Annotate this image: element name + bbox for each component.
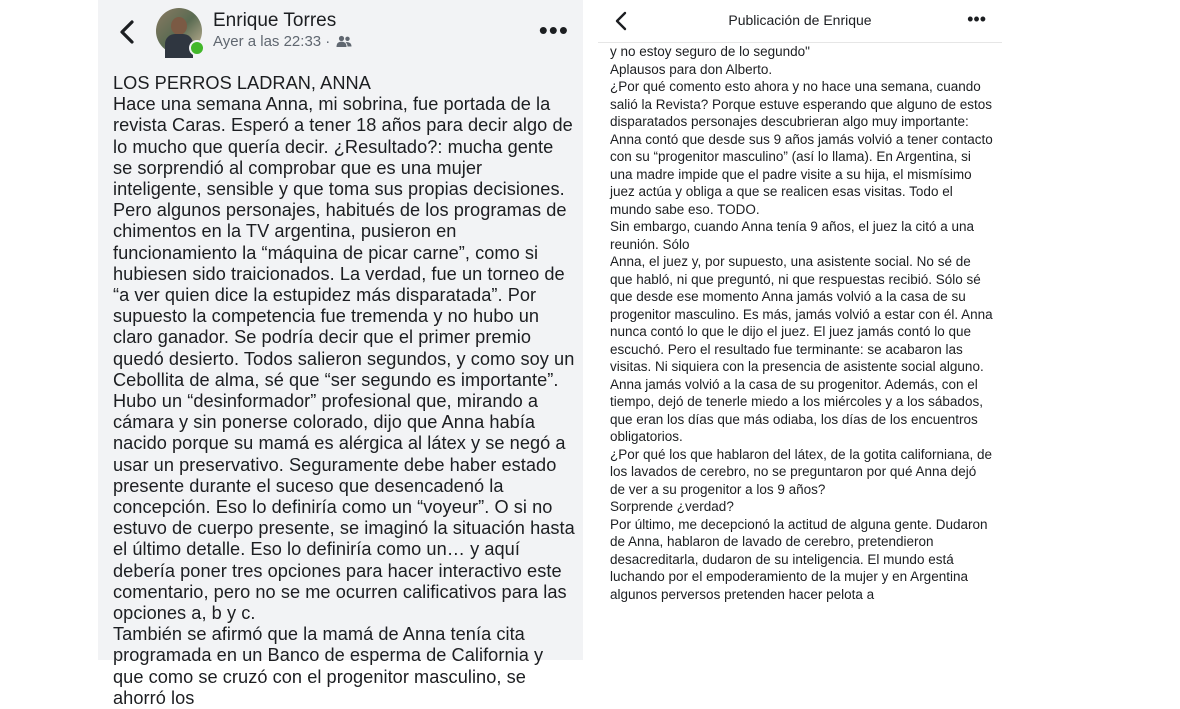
more-options-button[interactable]: ••• (538, 15, 569, 45)
post-timestamp: Ayer a las 22:33 · (213, 33, 331, 50)
post-paragraph: Por último, me decepcionó la actitud de alguna gente. Dudaron de Anna, hablaron de lavado de cerebro, pretendieron desacreditarla, dudaron de su inteligencia. El mundo está luchando por el empoderamiento de la mujer y en Argentina algunos perversos pretenden hacer pelota a (610, 516, 988, 602)
post-paragraph: Anna, el juez y, por supuesto, una asistente social. No sé de que habló, ni que preguntó, ni que respuestas recibió. Sólo sé que desde ese momento Anna jamás volvió a la casa de su progenitor masculino. Es más, jamás volvió a estar con él. Anna nunca contó lo que le dijo el juez. El juez jamás contó lo que escuchó. Pero el resultado fue terminante: se acabaron las visitas. Ni siquiera con la presencia de asistente social alguno. (610, 254, 993, 374)
post-panel-right (598, 0, 1002, 626)
friends-icon (336, 35, 352, 48)
post-panel-left (98, 0, 583, 708)
page-title: Publicación de Enrique (728, 12, 872, 28)
post-paragraph: Sorprende ¿verdad? (610, 499, 734, 514)
post-paragraph: Sin embargo, cuando Anna tenía 9 años, el juez la citó a una reunión. Sólo (610, 219, 975, 252)
post-paragraph: y no estoy seguro de lo segundo" (610, 44, 810, 59)
post-body (113, 73, 575, 709)
post-paragraph: También se afirmó que la mamá de Anna tenía cita programada en un Banco de esperma de California y que como se cruzó con el progenitor masculino, se ahorró los (113, 624, 544, 708)
post-body (610, 43, 994, 603)
more-options-button[interactable]: ••• (967, 9, 986, 29)
post-paragraph: LOS PERROS LADRAN, ANNA (113, 73, 371, 93)
top-bar (598, 0, 1002, 43)
online-status-dot (189, 40, 205, 56)
post-paragraph: Hace una semana Anna, mi sobrina, fue portada de la revista Caras. Esperó a tener 18 años para decir algo de lo mucho que quería decir. ¿Resultado?: mucha gente se sorprendió al comprobar que es una mujer inteligente, sensible y que toma sus propias decisiones. Pero algunos personajes, habitués de los programas de chimentos en la TV argentina, pusieron en funcionamiento la “máquina de picar carne”, como si hubiesen sido traicionados. La verdad, fue un torneo de “a ver quien dice la estupidez más disparatada”. Por supuesto la competencia fue tremenda y no hubo un claro ganador. Se podría decir que el primer premio quedó desierto. Todos salieron segundos, y como soy un Cebollita de alma, sé que “ser segundo es importante”. (113, 94, 575, 390)
back-arrow-icon[interactable] (116, 18, 140, 46)
author-name[interactable]: Enrique Torres (213, 10, 337, 31)
post-paragraph: Anna jamás volvió a la casa de su progenitor. Además, con el tiempo, dejó de tenerle miedo a los miércoles y a los sábados, que eran los días que más odiaba, los días de los encuentros obligatorios. (610, 376, 983, 444)
post-paragraph: ¿Por qué comento esto ahora y no hace una semana, cuando salió la Revista? Porque estuve esperando que alguno de estos disparatados personajes descubrieran algo muy importante: Anna contó que desde sus 9 años jamás volvió a tener contacto con su “progenitor masculino” (así lo llama). En Argentina, si una madre impide que el padre visite a su hija, el mismísimo juez actúa y obliga a que se realicen esas visitas. Todo el mundo sabe eso. TODO. (610, 79, 993, 217)
post-paragraph: Hubo un “desinformador” profesional que, mirando a cámara y sin ponerse colorado, dijo que Anna había nacido porque su mamá es alérgica al látex y se negó a usar un preservativo. Seguramente debe haber estado presente durante el suceso que desencadenó la concepción. Eso lo definiría como un “voyeur”. O si no estuvo de cuerpo presente, se imaginó la situación hasta el último detalle. Eso lo definiría como un… y aquí debería poner tres opciones para hacer interactivo este comentario, pero no se me ocurren calificativos para las opciones a, b y c. (113, 391, 575, 624)
post-meta (213, 33, 352, 50)
post-paragraph: Aplausos para don Alberto. (610, 61, 773, 77)
post-paragraph: ¿Por qué los que hablaron del látex, de la gotita californiana, de los lavados de cerebro, no se preguntaron por qué Anna dejó de ver a su progenitor a los 9 años? (610, 446, 993, 497)
